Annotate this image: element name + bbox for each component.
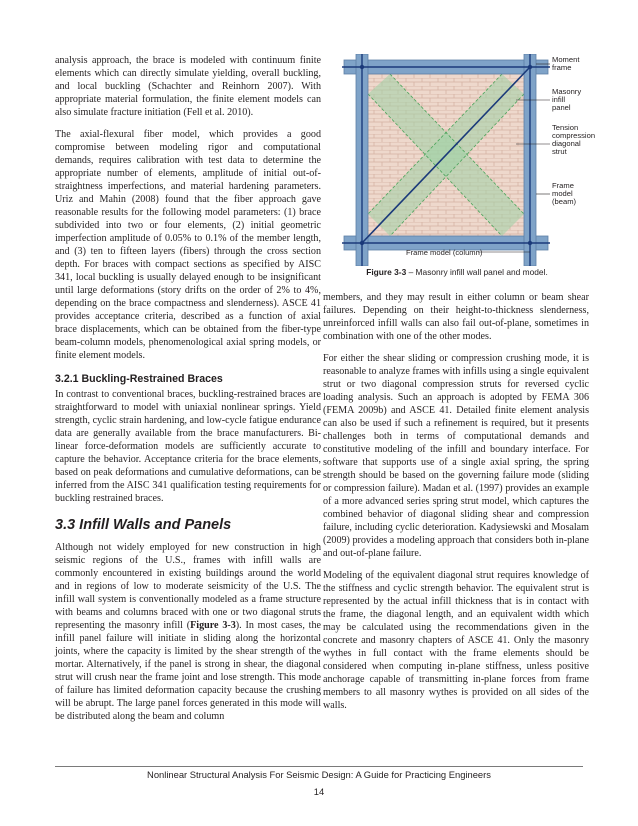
body-paragraph: Modeling of the equivalent diagonal strut requires knowledge of the stiffness and cyclic strength behavior. The equivalent strut is represented by the actual infill thickness that is in contact with the frame, the diagonal length, and an equivalent width which may be calculated using the recommendations given in the concrete and masonry chapters of ASCE 41. Only the masonry wythes in full contact with the frame elements should be considered when computing in-plane stiffness, unless positive anchorage capable of transmitting in-plane forces from frame members to all masonry wythes is provided on all sides of the walls. <box>323 570 589 711</box>
body-paragraph <box>55 541 321 723</box>
figure-caption-text: – Masonry infill wall panel and model. <box>406 267 548 277</box>
joint-node <box>360 65 364 69</box>
label-masonry-infill-panel: Masonry infill panel <box>552 87 582 112</box>
body-paragraph: In contrast to conventional braces, buckling-restrained braces are straightforward to model with uniaxial nonlinear springs. Yield strength, cyclic strain hardening, and low-cycle fatigue endurance data are generally available from the brace manufacturers. Bi-linear force-deformation models are sufficiently accurate to capture the behavior. Acceptance criteria for the brace elements, based on peak deformations and cumulative deformations, can be inferred from the AISC 341 qualification testing requirements for buckling restrained braces. <box>55 389 321 504</box>
right-column <box>323 291 589 721</box>
text-run: ). In most cases, the infill panel failure will initiate in sliding along the horizontal joints, where the capacity is limited by the shear strength of the mortar. Alternatively, if the panel is strong in shear, the diagonal strut will crush near the frame joint and lose strength. This mode of failure has limited deformation capacity because the crushing will be abrupt. The large panel forces generated in this mode will be distributed along the beam and column <box>55 620 322 722</box>
body-paragraph: analysis approach, the brace is modeled with continuum finite elements which can directly simulate yielding, overall buckling, and local buckling (Schachter and Reinhorn 2007). With appropriate material formulation, the finite element models can also simulate fracture initiation (Fell et al. 2010). <box>55 55 321 118</box>
joint-node <box>360 241 364 245</box>
page-number: 14 <box>313 786 325 797</box>
label-frame-model-beam: Frame model (beam) <box>552 181 577 206</box>
subsection-heading: 3.2.1 Buckling-Restrained Braces <box>55 373 223 385</box>
masonry-infill-figure <box>338 54 600 266</box>
section-heading: 3.3 Infill Walls and Panels <box>55 517 232 533</box>
body-paragraph: members, and they may result in either column or beam shear failures. Depending on their height-to-thickness slenderness, unreinforced infill walls can also fail out-of-plane, sometimes in combination with one of the other modes. <box>323 292 589 342</box>
joint-node <box>528 65 532 69</box>
body-paragraph: The axial-flexural fiber model, which provides a good compromise between modeling rigor and computational demands, requires calibration with test data to determine the appropriate number of elements, amplitude of initial out-of-straightness imperfections, and material hardening parameters. Uriz and Mahin (2008) found that the fiber approach gave reasonable results for the following model parameters: (1) brace subdivided into two or four elements, (2) initial geometric imperfection amplitude of 0.05% to 0.1% of the member length, and (3) ten to fifteen layers (fibers) through the cross section depth. For braces with compact sections as specified by AISC 341, local buckling is usually delayed enough to be insignificant until large deformations (story drifts on the order of 2% to 4%, depending on the brace compactness and slenderness). ASCE 41 provides acceptance criteria, described as a function of axial brace displacements, which can be obtained from the fiber-type beam-column models, phenomenological axial spring models, or finite element models. <box>55 129 321 361</box>
label-moment-frame: Moment frame <box>552 55 580 72</box>
body-paragraph: For either the shear sliding or compression crushing mode, it is reasonable to analyze frames with infills using a single equivalent strut or two diagonal compression struts for reversed cyclic loading analysis. Such an approach is adopted by FEMA 306 (FEMA 2009b) and ASCE 41. Detailed finite element analysis can also be used if such a refinement is required, but it presents challenges both in terms of computational demands and constitutive modeling of the infill and boundary interface. For software that supports use of a single axial spring, the spring strength should be based on the governing failure mode (sliding or compression failure). Madan et al. (1997) provides an example of a more advanced series spring strut model, which captures the combined behavior of diagonal sliding shear and compression failure, including cyclic deterioration. Kadysiewski and Mosalam (2009) provides a modeling approach that considers both in-plane and out-of-plane failure. <box>323 353 590 559</box>
footer-divider <box>55 766 583 767</box>
left-column <box>55 54 321 732</box>
label-frame-model-column: Frame model (column) <box>406 248 483 257</box>
figure-reference-link[interactable]: Figure 3-3 <box>190 620 236 631</box>
label-diagonal-strut: Tension compression diagonal strut <box>552 123 596 156</box>
joint-node <box>528 241 532 245</box>
text-run: Although not widely employed for new construction in high seismic regions of the U.S., frames with infill walls are commonly encountered in existing buildings around the world and in regions of low to moderate seismicity of the U.S. The infill wall system is conventionally modeled as a frame structure with beams and columns braced with one or two diagonal struts representing the masonry infill ( <box>55 542 321 631</box>
footer-title: Nonlinear Structural Analysis For Seismic Design: A Guide for Practicing Engineers <box>147 769 491 780</box>
figure-caption <box>322 267 592 277</box>
figure-caption-label: Figure 3-3 <box>366 267 407 277</box>
